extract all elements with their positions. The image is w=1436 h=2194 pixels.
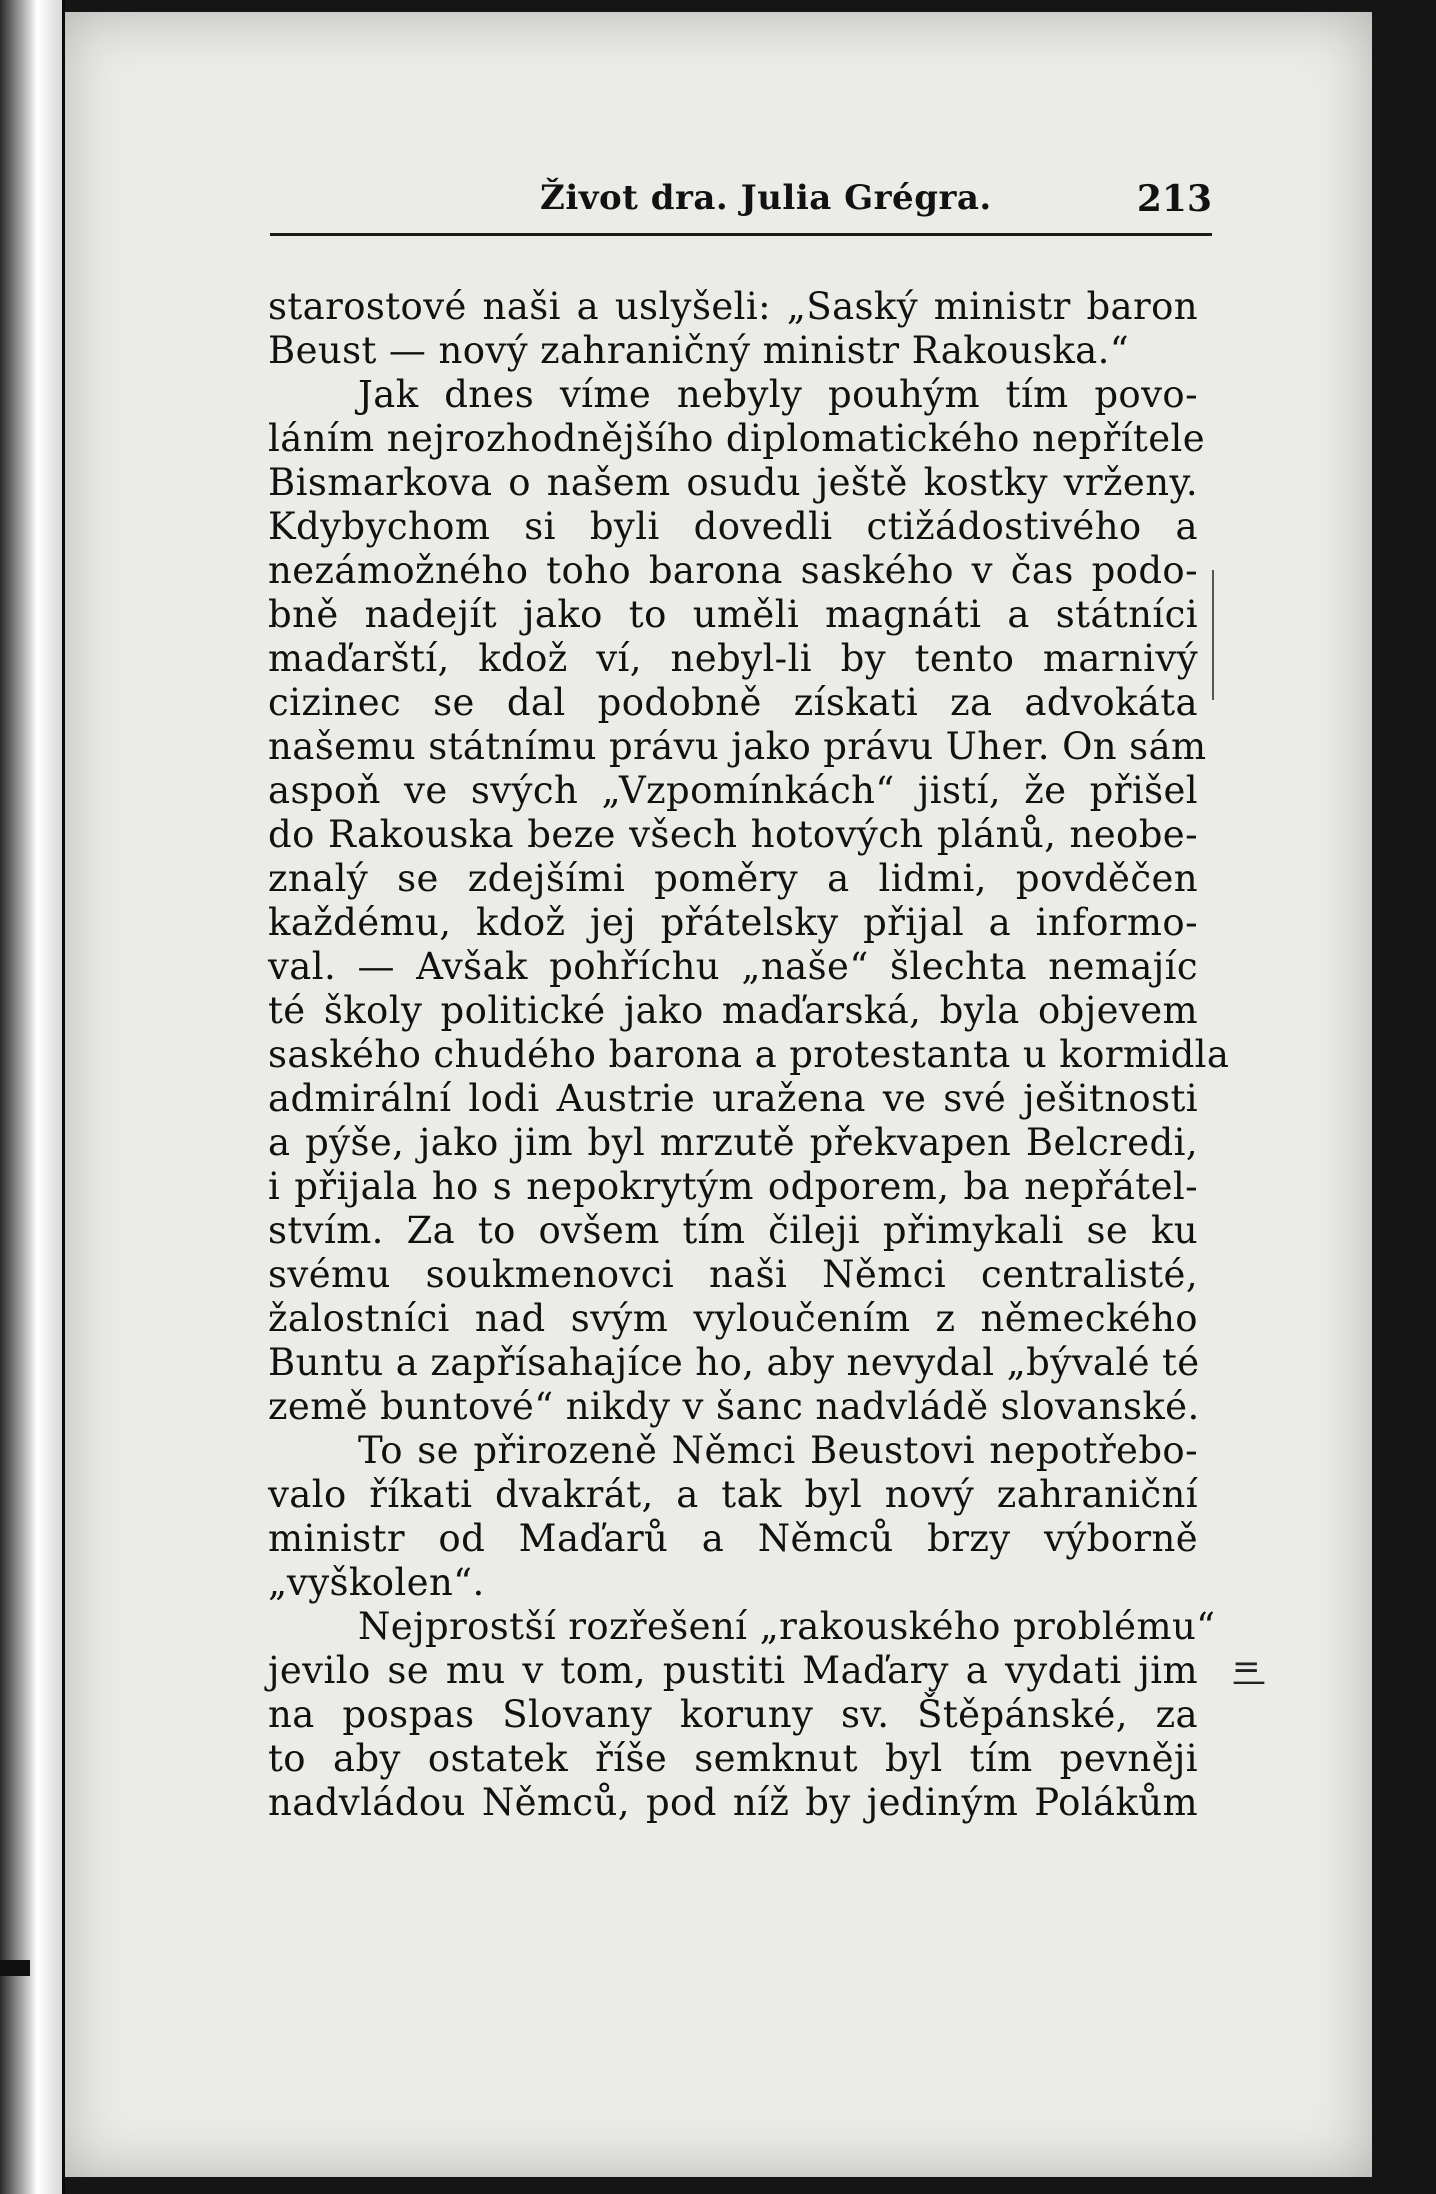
header-rule xyxy=(270,233,1212,236)
text-line: admirální lodi Austrie uražena ve své ješitnosti xyxy=(268,1077,1198,1120)
text-line: a pýše, jako jim byl mrzutě překvapen Belcredi, xyxy=(268,1121,1198,1164)
binding-line xyxy=(62,0,65,2194)
text-line: země buntové“ nikdy v šanc nadvládě slovanské. xyxy=(268,1385,1200,1428)
text-line: našemu státnímu právu jako právu Uher. On sám xyxy=(268,725,1207,768)
text-line: „vyškolen“. xyxy=(268,1561,485,1604)
text-line: saského chudého barona a protestanta u kormidla xyxy=(268,1033,1230,1076)
text-line: cizinec se dal podobně získati za advokáta xyxy=(268,681,1198,724)
text-line: Jak dnes víme nebyly pouhým tím povo- xyxy=(358,373,1198,416)
margin-annotation: =— xyxy=(1232,1647,1266,1701)
text-line: ministr od Maďarů a Němců brzy výborně xyxy=(268,1517,1198,1560)
text-line: maďarští, kdož ví, nebyl-li by tento marnivý xyxy=(268,637,1198,680)
text-line: nadvládou Němců, pod níž by jediným Polákům xyxy=(268,1781,1198,1824)
edge-tick-mark xyxy=(0,1960,30,1976)
text-line: znalý se zdejšími poměry a lidmi, povděčen xyxy=(268,857,1198,900)
text-line: Kdybychom si byli dovedli ctižádostivého a xyxy=(268,505,1198,548)
text-line: Bismarkova o našem osudu ještě kostky vrženy. xyxy=(268,461,1198,504)
text-line: do Rakouska beze všech hotových plánů, neobe- xyxy=(268,813,1198,856)
text-line: i přijala ho s nepokrytým odporem, ba nepřátel- xyxy=(268,1165,1198,1208)
text-line: jevilo se mu v tom, pustiti Maďary a vydati jim xyxy=(268,1649,1198,1692)
text-line: to aby ostatek říše semknut byl tím pevněji xyxy=(268,1737,1198,1780)
text-line: Nejprostší rozřešení „rakouského problému“ xyxy=(358,1605,1216,1648)
text-line: To se přirozeně Němci Beustovi nepotřebo- xyxy=(358,1429,1198,1472)
adjacent-page-edge xyxy=(0,0,62,2194)
text-line: aspoň ve svých „Vzpomínkách“ jistí, že přišel xyxy=(268,769,1198,812)
text-line: valo říkati dvakrát, a tak byl nový zahraniční xyxy=(268,1473,1198,1516)
text-line: láním nejrozhodnějšího diplomatického nepřítele xyxy=(268,417,1206,460)
text-line: nezámožného toho barona saského v čas podo- xyxy=(268,549,1198,592)
margin-bracket-mark xyxy=(1212,570,1218,700)
text-line: stvím. Za to ovšem tím čileji přimykali se ku xyxy=(268,1209,1198,1252)
text-line: žalostníci nad svým vyloučením z německého xyxy=(268,1297,1198,1340)
header-title: Život dra. Julia Grégra. xyxy=(540,178,992,218)
text-line: bně nadejít jako to uměli magnáti a státníci xyxy=(268,593,1198,636)
text-line: starostové naši a uslyšeli: „Saský ministr baron xyxy=(268,285,1198,328)
text-line: Buntu a zapřísahajíce ho, aby nevydal „bývalé té xyxy=(268,1341,1200,1384)
running-header xyxy=(270,178,1212,234)
text-line: na pospas Slovany koruny sv. Štěpánské, za xyxy=(268,1693,1198,1736)
text-line: každému, kdož jej přátelsky přijal a informo- xyxy=(268,901,1198,944)
page-number: 213 xyxy=(1136,178,1212,220)
text-line: val. — Avšak pohříchu „naše“ šlechta nemajíc xyxy=(268,945,1198,988)
text-line: svému soukmenovci naši Němci centralisté, xyxy=(268,1253,1198,1296)
text-line: Beust — nový zahraničný ministr Rakouska.“ xyxy=(268,329,1130,372)
body-text xyxy=(268,285,1230,1825)
text-line: té školy politické jako maďarská, byla objevem xyxy=(268,989,1198,1032)
